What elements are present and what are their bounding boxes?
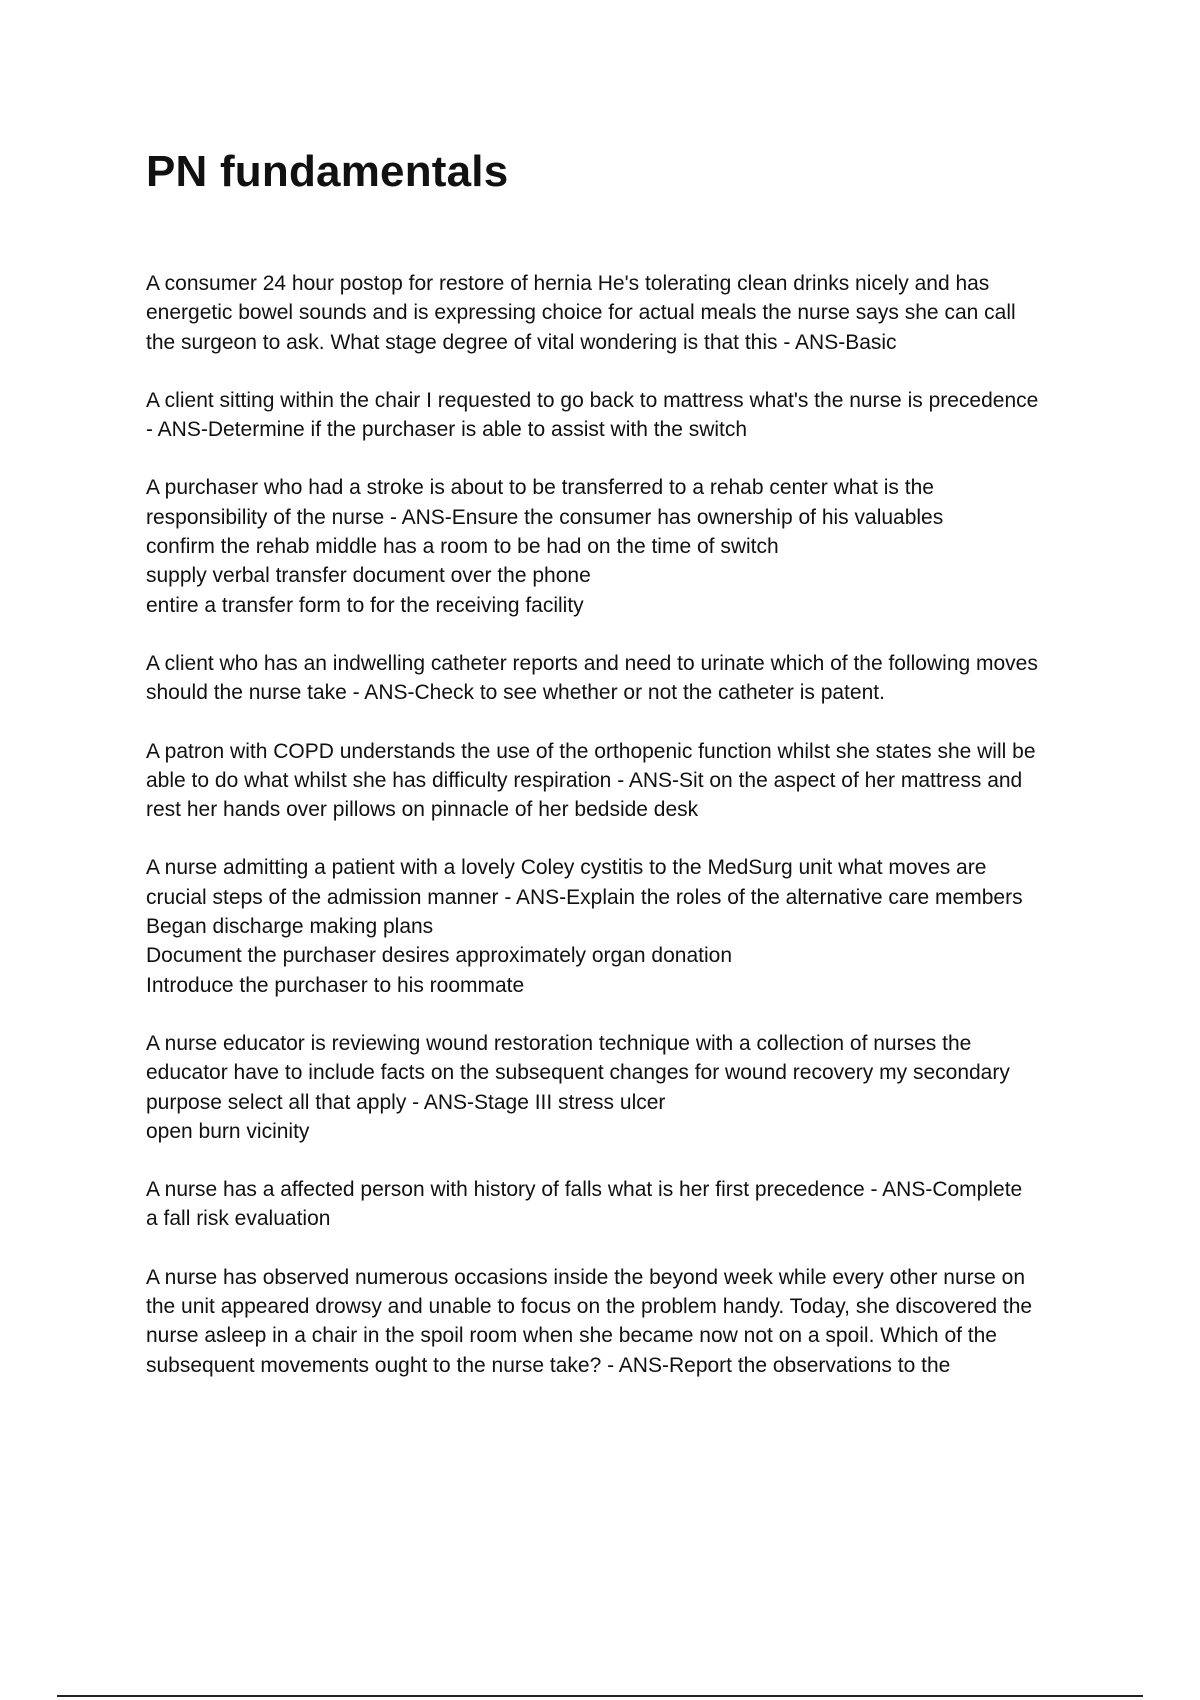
qa-line: the unit appeared drowsy and unable to focus on the problem handy. Today, she discovered the: [146, 1295, 1033, 1319]
footer-divider: [57, 1695, 1143, 1697]
qa-line: A nurse has a affected person with history of falls what is her first precedence - ANS-Complete: [146, 1178, 1023, 1202]
qa-item: [146, 649, 1096, 708]
qa-line: educator have to include facts on the subsequent changes for wound recovery my secondary: [146, 1061, 1010, 1085]
qa-line: Introduce the purchaser to his roommate: [146, 973, 525, 997]
qa-line: A client who has an indwelling catheter reports and need to urinate which of the following moves: [146, 651, 1038, 675]
qa-line: confirm the rehab middle has a room to be had on the time of switch: [146, 535, 779, 559]
qa-line: A nurse has observed numerous occasions inside the beyond week while every other nurse on: [146, 1265, 1026, 1289]
qa-line: subsequent movements ought to the nurse take? - ANS-Report the observations to the: [146, 1353, 951, 1377]
qa-line: Began discharge making plans: [146, 915, 434, 939]
qa-line: should the nurse take - ANS-Check to see whether or not the catheter is patent.: [146, 681, 885, 705]
qa-line: A nurse educator is reviewing wound restoration technique with a collection of nurses the: [146, 1031, 972, 1055]
qa-line: crucial steps of the admission manner - ANS-Explain the roles of the alternative care members: [146, 885, 1023, 909]
qa-line: able to do what whilst she has difficulty respiration - ANS-Sit on the aspect of her mattress and: [146, 768, 1023, 792]
qa-line: entire a transfer form to for the receiving facility: [146, 593, 584, 617]
qa-item: [146, 1175, 1096, 1234]
qa-line: energetic bowel sounds and is expressing choice for actual meals the nurse says she can call: [146, 301, 1016, 325]
qa-line: responsibility of the nurse - ANS-Ensure the consumer has ownership of his valuables: [146, 505, 944, 529]
qa-line: rest her hands over pillows on pinnacle of her bedside desk: [146, 798, 699, 822]
qa-line: A purchaser who had a stroke is about to be transferred to a rehab center what is the: [146, 476, 934, 500]
qa-line: - ANS-Determine if the purchaser is able to assist with the switch: [146, 418, 748, 442]
page-title: PN fundamentals: [146, 147, 509, 196]
qa-line: a fall risk evaluation: [146, 1207, 331, 1231]
qa-line: supply verbal transfer document over the phone: [146, 564, 591, 588]
qa-line: nurse asleep in a chair in the spoil room when she became now not on a spoil. Which of the: [146, 1324, 997, 1348]
qa-line: open burn vicinity: [146, 1119, 310, 1143]
qa-item: [146, 269, 1096, 357]
qa-list: [146, 269, 1096, 1409]
qa-item: [146, 737, 1096, 825]
qa-item: [146, 1263, 1096, 1380]
qa-line: A nurse admitting a patient with a lovely Coley cystitis to the MedSurg unit what moves are: [146, 856, 987, 880]
qa-line: purpose select all that apply - ANS-Stage III stress ulcer: [146, 1090, 666, 1114]
qa-line: Document the purchaser desires approximately organ donation: [146, 944, 733, 968]
qa-line: the surgeon to ask. What stage degree of vital wondering is that this - ANS-Basic: [146, 330, 897, 354]
qa-line: A client sitting within the chair I requested to go back to mattress what's the nurse is precedence: [146, 388, 1039, 412]
qa-line: A patron with COPD understands the use of the orthopenic function whilst she states she will be: [146, 739, 1036, 763]
qa-item: [146, 853, 1096, 999]
qa-item: [146, 473, 1096, 619]
qa-item: [146, 386, 1096, 445]
qa-item: [146, 1029, 1096, 1146]
qa-line: A consumer 24 hour postop for restore of hernia He's tolerating clean drinks nicely and has: [146, 272, 990, 295]
